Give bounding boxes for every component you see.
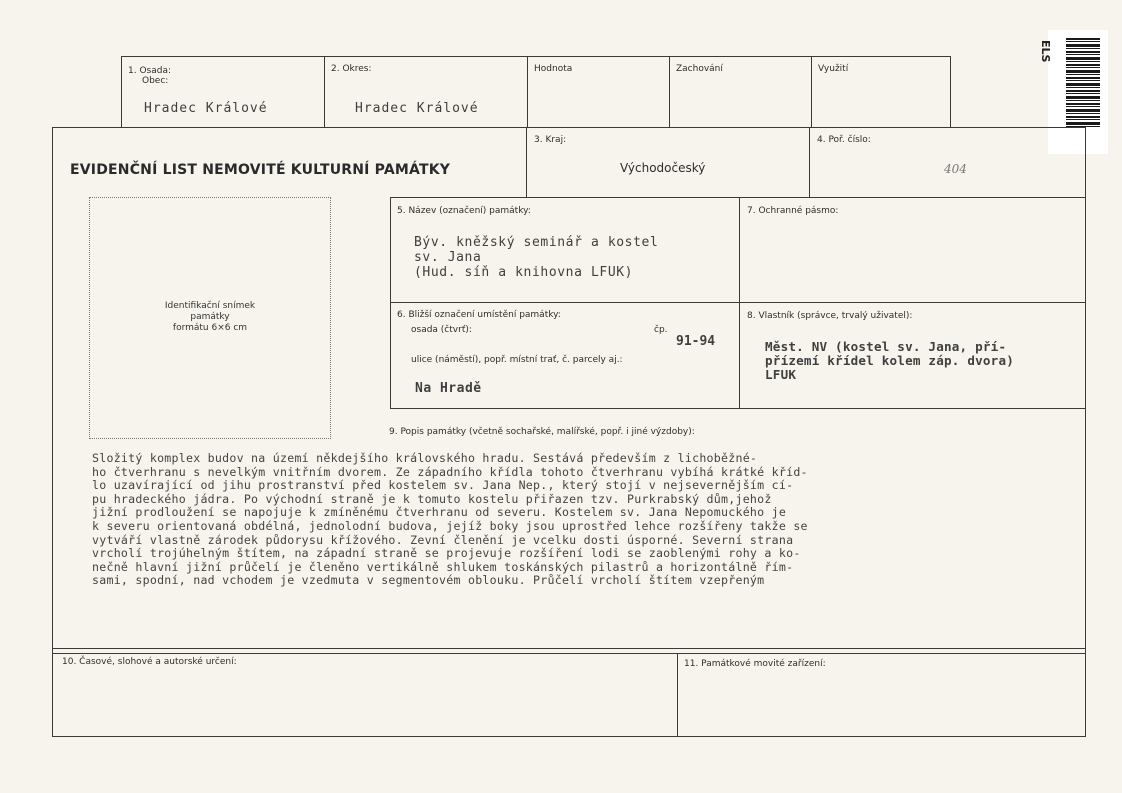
popis-line: k severu orientovaná obdélná, jednolodní budova, jejíž boky jsou uprostřed lehce rozšířeny takže se: [92, 518, 808, 533]
vlastnik-line3: LFUK: [765, 367, 797, 382]
nazev-label: 5. Název (označení) památky:: [397, 206, 531, 216]
rule: [811, 56, 812, 127]
popis-text: [92, 452, 1082, 588]
vlastnik-label: 8. Vlastník (správce, trvalý uživatel):: [747, 311, 913, 321]
nazev-line1: Býv. kněžský seminář a kostel: [414, 235, 659, 250]
osada-value: Hradec Králové: [144, 101, 268, 116]
rule: [52, 127, 1086, 128]
vlastnik-line1: Měst. NV (kostel sv. Jana, pří-: [765, 339, 1007, 354]
okres-label: 2. Okres:: [331, 64, 372, 74]
ulice-label: ulice (náměstí), popř. místní trať, č. parcely aj.:: [411, 355, 623, 365]
rule: [52, 127, 53, 737]
cp-label: čp.: [654, 325, 668, 335]
popis-line: Složitý komplex budov na území někdejšího královského hradu. Sestává především z lichoběžné-: [92, 451, 758, 465]
popis-line: sami, spodní, nad vchodem je vzedmuta v segmentovém oblouku. Průčelí vrcholí štítem vzepřeným: [92, 573, 765, 588]
rule: [527, 56, 528, 127]
vlastnik-line2: přízemí křídel kolem záp. dvora): [765, 353, 1015, 368]
cp-value: 91-94: [676, 334, 716, 349]
popis-line: pu hradeckého jádra. Po východní straně je k tomuto kostelu přiřazen tzv. Purkrabský dům,jehož: [92, 491, 772, 506]
popis-line: lo uzavírající od jihu prostranství před kostelem sv. Jana Nep., který stojí v nejsevernějším cí-: [92, 478, 794, 493]
obec-label: Obec:: [142, 76, 169, 86]
rule: [950, 56, 951, 127]
osada-ctvrt-label: osada (čtvrť):: [411, 325, 472, 335]
movite-label: 11. Památkové movité zařízení:: [684, 659, 826, 669]
ochranne-pasmo-label: 7. Ochranné pásmo:: [747, 206, 839, 216]
rule: [390, 302, 1086, 303]
nazev-line3: (Hud. síň a knihovna LFUK): [414, 265, 634, 280]
kraj-label: 3. Kraj:: [534, 135, 567, 145]
photo-caption-line3: formátu 6×6 cm: [172, 323, 248, 333]
popis-line: vrcholí trojúhelným štítem, na západní straně se projevuje rozšíření lodi se zaoblenými rohy a ko-: [92, 546, 801, 561]
rule: [121, 56, 951, 57]
ulice-value: Na Hradě: [415, 381, 482, 396]
casove-label: 10. Časové, slohové a autorské určení:: [62, 657, 237, 667]
rule: [1085, 127, 1086, 737]
popis-line: ho čtverhranu s nevelkým vnitřním dvorem. Ze západního křídla tohoto čtverhranu vybíhá krátké kříd-: [92, 464, 808, 479]
zachovani-label: Zachování: [676, 64, 723, 74]
por-cislo-value: 404: [944, 162, 967, 176]
popis-line: nečně hlavní jižní průčelí je členěno vertikálně shlukem toskánských pilastrů a horizontálně řím-: [92, 559, 794, 574]
rule: [526, 127, 527, 197]
popis-line: jižní prodloužení se napojuje k zmíněnému čtverhranu od severu. Kostelem sv. Jana Nepomuckého je: [92, 505, 787, 520]
kraj-value: Východočeský: [620, 161, 706, 175]
rule: [669, 56, 670, 127]
photo-caption-line1: Identifikační snímek: [164, 301, 256, 311]
okres-value: Hradec Králové: [355, 101, 479, 116]
rule: [52, 653, 1086, 654]
rule: [809, 127, 810, 197]
rule: [677, 653, 678, 737]
rule: [390, 197, 1086, 198]
osada-label: 1. Osada:: [128, 66, 171, 76]
rule: [52, 648, 1086, 649]
barcode-label: ELS: [1039, 40, 1052, 63]
popis-label: 9. Popis památky (včetně sochařské, malířské, popř. i jiné výzdoby):: [389, 427, 695, 437]
photo-placeholder: [89, 197, 331, 439]
rule: [324, 56, 325, 127]
rule: [52, 736, 1086, 737]
vyuziti-label: Využití: [818, 64, 849, 74]
hodnota-label: Hodnota: [534, 64, 573, 74]
nazev-line2: sv. Jana: [414, 250, 482, 265]
rule: [121, 56, 122, 127]
umisteni-label: 6. Bližší označení umístění památky:: [397, 310, 561, 320]
page-title: EVIDENČNÍ LIST NEMOVITÉ KULTURNÍ PAMÁTKY: [70, 162, 451, 178]
barcode-icon: [1066, 38, 1100, 128]
rule: [390, 408, 1086, 409]
popis-line: vytváří vlastně zárodek půdorysu křížového. Zevní členění je vcelku dosti úsporné. Severní strana: [92, 532, 794, 547]
photo-caption-line2: památky: [190, 312, 230, 322]
por-cislo-label: 4. Poř. číslo:: [817, 135, 871, 145]
